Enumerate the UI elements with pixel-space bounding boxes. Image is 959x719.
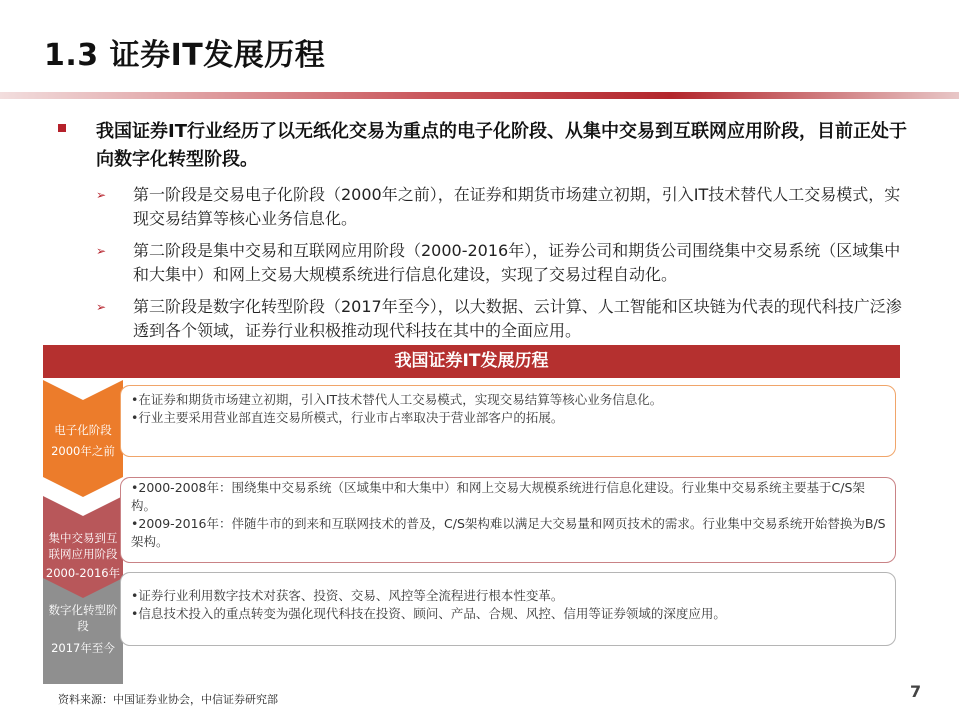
stage-2-item: •2009-2016年：伴随牛市的到来和互联网技术的普及，C/S架构难以满足大交易量和网页技术的需求。行业集中交易系统开始替换为B/S架构。 xyxy=(131,516,886,549)
stage-3-name: 数字化转型阶段 xyxy=(48,603,118,633)
stage-1-item: •在证券和期货市场建立初期，引入IT技术替代人工交易模式，实现交易结算等核心业务信息化。 xyxy=(131,392,663,407)
stage-3-item: •信息技术投入的重点转变为强化现代科技在投资、顾问、产品、合规、风控、信用等证券领域的深度应用。 xyxy=(131,606,726,621)
title-divider xyxy=(0,92,959,99)
stage-3-box xyxy=(120,572,896,646)
main-bullet-icon xyxy=(58,124,66,132)
main-point: 我国证券IT行业经历了以无纸化交易为重点的电子化阶段、从集中交易到互联网应用阶段，目前正处于向数字化转型阶段。 xyxy=(96,121,907,170)
stage-1-box xyxy=(120,385,896,457)
arrow-icon: ➢ xyxy=(96,244,107,258)
stage-1-item: •行业主要采用营业部直连交易所模式，行业市占率取决于营业部客户的拓展。 xyxy=(131,410,564,425)
stage-2-period: 2000-2016年 xyxy=(45,566,121,580)
sub-point-text: 第二阶段是集中交易和互联网应用阶段（2000-2016年），证券公司和期货公司围绕集中交易系统（区域集中和大集中）和网上交易大规模系统进行信息化建设，实现了交易过程自动化。 xyxy=(133,241,901,284)
stage-2-box xyxy=(120,477,896,563)
sub-point-text: 第三阶段是数字化转型阶段（2017年至今），以大数据、云计算、人工智能和区块链为代表的现代科技广泛渗透到各个领域，证券行业积极推动现代科技在其中的全面应用。 xyxy=(133,297,902,340)
stage-1-period: 2000年之前 xyxy=(51,444,115,458)
arrow-icon: ➢ xyxy=(96,188,107,202)
arrow-icon: ➢ xyxy=(96,300,107,314)
page-number: 7 xyxy=(910,682,922,701)
stage-2-name: 集中交易到互联网应用阶段 xyxy=(48,531,118,561)
page-title: 1.3 证券IT发展历程 xyxy=(44,38,326,73)
stage-3-period: 2017年至今 xyxy=(51,641,115,655)
sub-point-text: 第一阶段是交易电子化阶段（2000年之前），在证券和期货市场建立初期，引入IT技术替代人工交易模式，实现交易结算等核心业务信息化。 xyxy=(133,185,901,228)
timeline-banner: 我国证券IT发展历程 xyxy=(43,345,900,378)
source-note: 资料来源：中国证券业协会，中信证券研究部 xyxy=(58,693,278,706)
sub-point-2 xyxy=(96,239,906,287)
stage-3-item: •证券行业利用数字技术对获客、投资、交易、风控等全流程进行根本性变革。 xyxy=(131,588,564,603)
stage-1-name: 电子化阶段 xyxy=(54,423,112,437)
stage-2-item: •2000-2008年：围绕集中交易系统（区域集中和大集中）和网上交易大规模系统进行信息化建设。行业集中交易系统主要基于C/S架构。 xyxy=(131,480,865,513)
sub-point-3 xyxy=(96,295,906,343)
sub-point-1 xyxy=(96,183,906,231)
